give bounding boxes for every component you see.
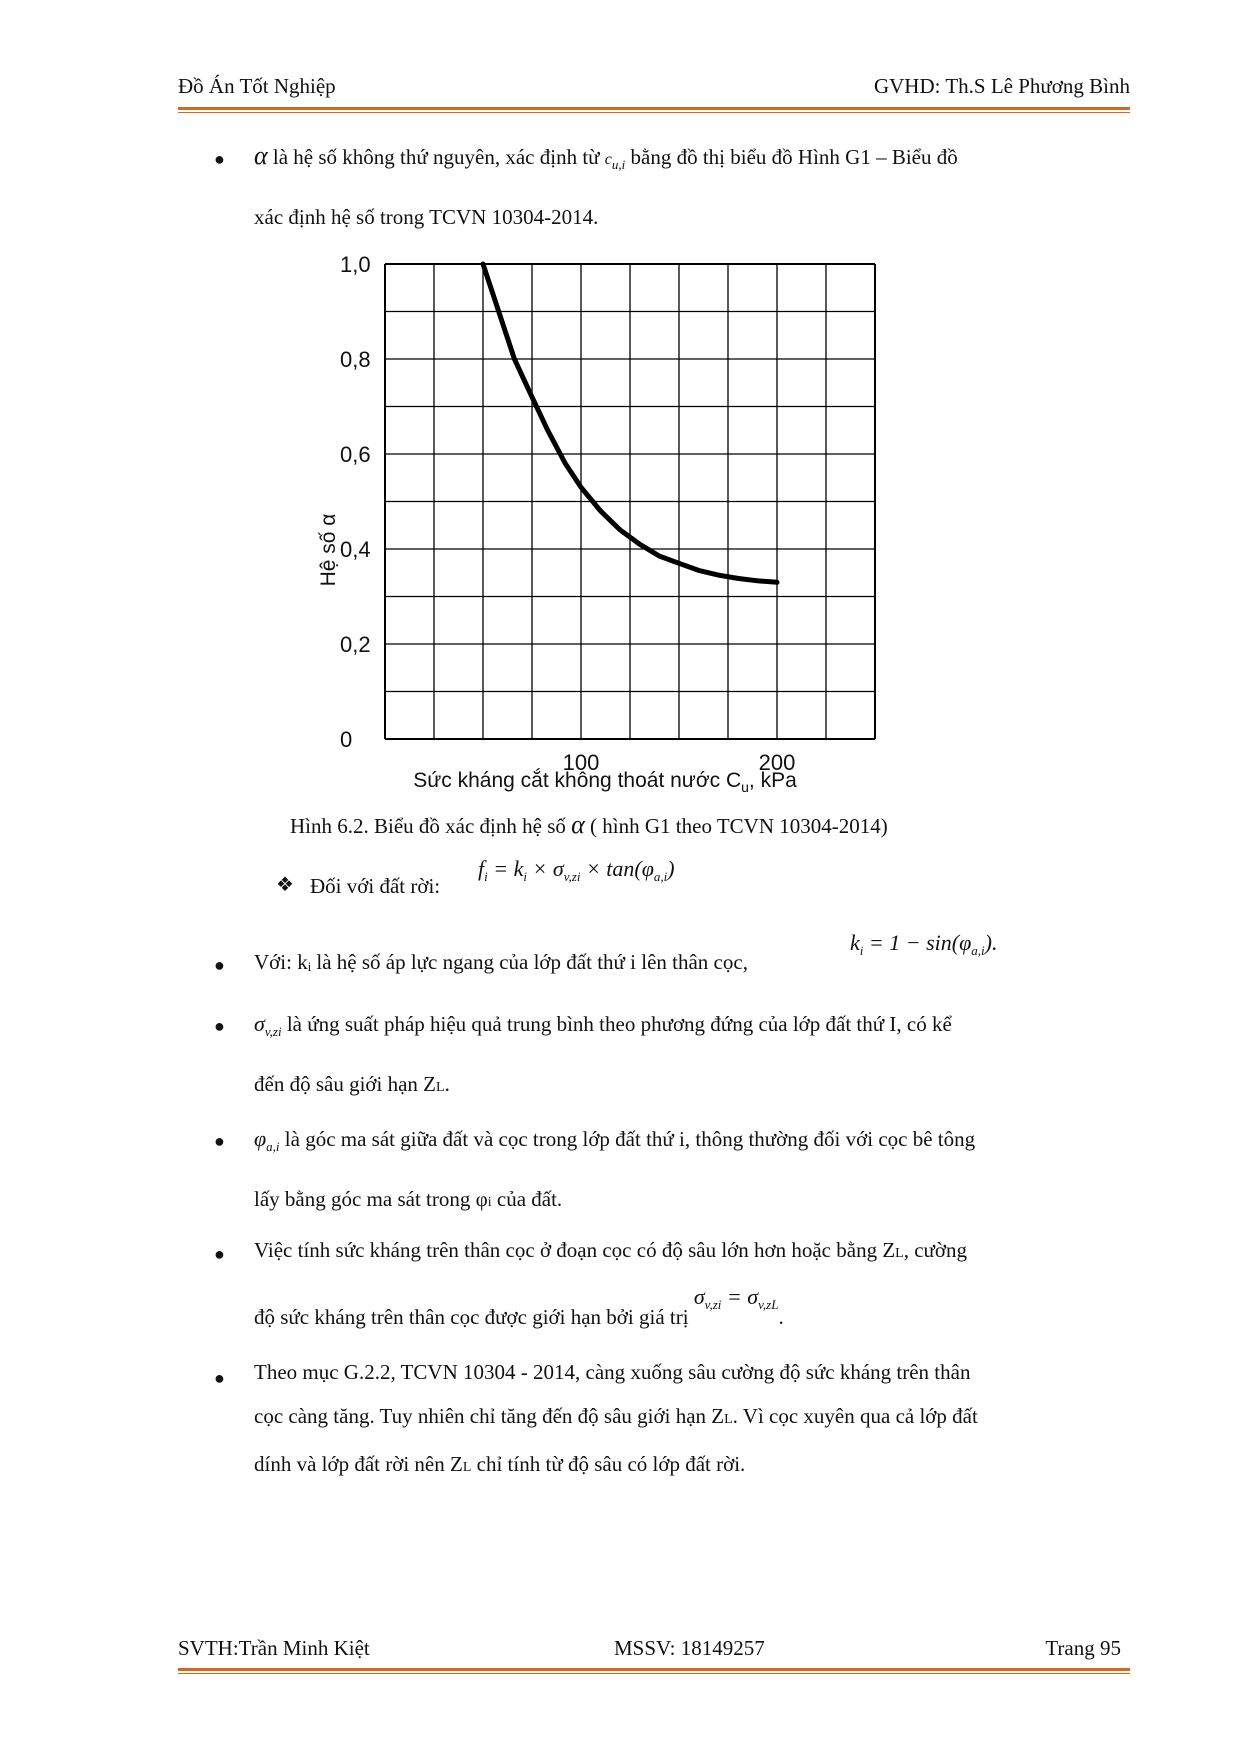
sigma-subscript: v,zi (264, 1024, 282, 1039)
paragraph-ki: Với: kᵢ là hệ số áp lực ngang của lớp đất thứ i lên thân cọc, (254, 950, 748, 974)
y-tick-label: 0,8 (340, 347, 371, 372)
p3-zl-sub: L (436, 1080, 445, 1095)
p4-text: là góc ma sát giữa đất và cọc trong lớp đất thứ i, thông thường đối với cọc bê tông (284, 1127, 976, 1151)
alpha-chart (300, 250, 920, 810)
header-rule (178, 107, 1130, 110)
figure-caption (290, 810, 888, 840)
y-axis-label: Hệ số α (317, 513, 340, 587)
bullet-5: ● (214, 1244, 225, 1264)
header-right: GVHD: Th.S Lê Phương Bình (873, 74, 1130, 98)
caption-suffix: ( hình G1 theo TCVN 10304-2014) (590, 814, 888, 838)
footer-page-number: Trang 95 (1045, 1636, 1121, 1660)
x-tick-label: 100 (562, 750, 600, 775)
footer-center: MSSV: 18149257 (614, 1636, 765, 1660)
sigma-limit-formula: $\sigma_{v,zi} = \sigma_{v,zL}$ (693, 1284, 779, 1312)
paragraph-limit-line1: Việc tính sức kháng trên thân cọc ở đoạn cọc có độ sâu lớn hơn hoặc bằng ZL, cường (254, 1238, 968, 1262)
paragraph-g22: Theo mục G.2.2, TCVN 10304 - 2014, càng xuống sâu cường độ sức kháng trên thân cọc càng tăng. Tuy nhiên chỉ tăng đến độ sâu giới hạn ZL. Vì cọc xuyên qua cả lớp đất dính và lớp đất rời nên ZL chỉ tính từ độ sâu có lớp đất rời. (254, 1360, 978, 1476)
loose-soil-label: Đối với đất rời: (310, 874, 441, 898)
p4-line2: lấy bằng góc ma sát trong φ (254, 1187, 488, 1211)
footer-rule (178, 1668, 1130, 1671)
paragraph-alpha-definition (254, 130, 1130, 243)
skin-friction-formula: $f_i = k_i \times \sigma_{v,zi} \times \tan(\varphi_{a,i})$ (478, 856, 675, 884)
bullet-4: ● (214, 1131, 225, 1151)
y-tick-labels (340, 252, 371, 752)
paragraph-limit-line2: độ sức kháng trên thân cọc được giới hạn bởi giá trị $\sigma_{v,zi} = \sigma_{v,zL}$. (254, 1284, 784, 1329)
diamond-bullet: ❖ (276, 874, 294, 896)
y-tick-label: 0,2 (340, 632, 371, 657)
header-rule-thin (178, 112, 1130, 113)
p1-text-a: là hệ số không thứ nguyên, xác định từ (272, 145, 600, 169)
cu-symbol: c (604, 151, 612, 168)
footer-left: SVTH:Trần Minh Kiệt (178, 1636, 370, 1660)
y-tick-label: 0,4 (340, 537, 371, 562)
p1-line2: xác định hệ số trong TCVN 10304-2014. (254, 205, 599, 229)
p4-phi-sub: i (487, 1195, 492, 1210)
ki-formula: $k_i = 1 - \sin(\varphi_{a,i})$. (850, 930, 998, 958)
sigma-symbol: σ (254, 1011, 265, 1036)
y-tick-label: 1,0 (340, 252, 371, 277)
alpha-symbol: α (254, 141, 268, 170)
p1-text-b: bằng đồ thị biểu đồ Hình G1 – Biểu đồ (630, 145, 958, 169)
x-axis-label: Sức kháng cắt không thoát nước $C_u$, kPa (413, 769, 797, 795)
chart-grid (385, 264, 875, 739)
paragraph-sigma: $\sigma_{v,zi}$ là ứng suất pháp hiệu quả trung bình theo phương đứng của lớp đất thứ I, có kể đến độ sâu giới hạn ZL. (254, 1011, 952, 1096)
cu-subscript: u,i (611, 157, 626, 172)
header-left: Đồ Án Tốt Nghiệp (178, 74, 336, 98)
p3-line2: đến độ sâu giới hạn Z (254, 1072, 436, 1096)
y-tick-label: 0 (340, 727, 353, 752)
p3-text: là ứng suất pháp hiệu quả trung bình theo phương đứng của lớp đất thứ I, có kể (286, 1012, 952, 1036)
bullet-1: ● (214, 149, 225, 169)
paragraph-phi: $\varphi_{a,i}$ là góc ma sát giữa đất và cọc trong lớp đất thứ i, thông thường đối với cọc bê tông lấy bằng góc ma sát trong φi của đất. (254, 1126, 976, 1211)
caption-prefix: Hình 6.2. Biểu đồ xác định hệ số (290, 814, 566, 838)
bullet-6: ● (214, 1368, 225, 1388)
caption-alpha: α (571, 810, 585, 839)
bullet-3: ● (214, 1016, 225, 1036)
y-tick-label: 0,6 (340, 442, 371, 467)
phi-subscript: a,i (266, 1139, 280, 1154)
x-tick-label: 200 (758, 750, 796, 775)
phi-symbol: φ (254, 1126, 267, 1151)
bullet-2: ● (214, 955, 225, 975)
footer-rule-thin (178, 1673, 1130, 1674)
